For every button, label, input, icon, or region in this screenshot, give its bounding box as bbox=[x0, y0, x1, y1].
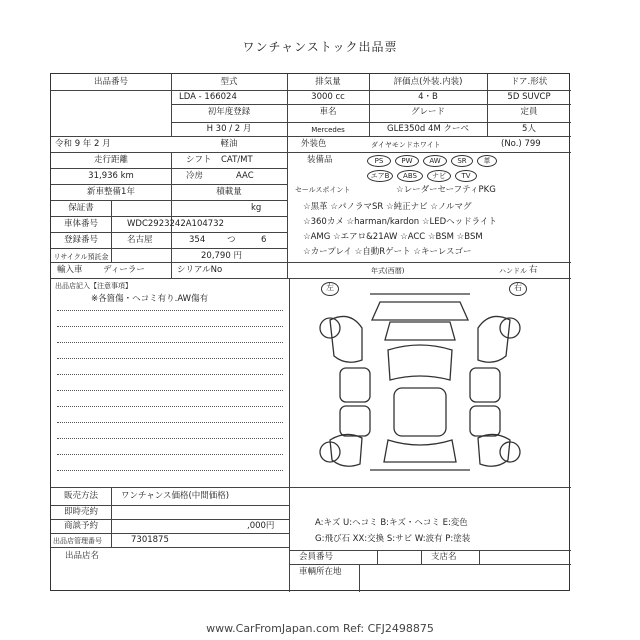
load-unit: kg bbox=[251, 203, 262, 213]
member-no-label: 会員番号 bbox=[299, 552, 334, 562]
grade-label: グレード bbox=[410, 107, 445, 117]
door-shape-value: 5D SUVCP bbox=[507, 92, 551, 102]
car-location-label: 車輌所在地 bbox=[299, 567, 342, 577]
equip-abs: ABS bbox=[397, 170, 423, 182]
sold-reserve-label: 商談予約 bbox=[63, 521, 98, 531]
sales-point-line-2: ☆黒革 ☆パノラマSR ☆純正ナビ ☆ノルマグ bbox=[303, 202, 472, 212]
equip-ps: PS bbox=[367, 155, 391, 167]
car-name-label: 車名 bbox=[319, 107, 337, 117]
warranty-label: 保証書 bbox=[68, 203, 94, 213]
capacity-label: 定員 bbox=[520, 107, 538, 117]
inspection-value: 令和 9 年 2 月 bbox=[55, 139, 111, 149]
plate-kana: つ bbox=[227, 235, 236, 245]
legend-line-2: G:飛び石 XX:交換 S:サビ W:波有 P:塗装 bbox=[315, 534, 471, 544]
car-damage-diagram bbox=[300, 280, 540, 480]
sales-point-line-1: ☆レーダーセーフティPKG bbox=[396, 185, 496, 195]
sale-method-value: ワンチャンス価格(中間価格) bbox=[121, 491, 230, 501]
shift-value: CAT/MT bbox=[221, 155, 253, 165]
store-name-label: 出品店名 bbox=[65, 551, 100, 561]
sales-point-line-3: ☆360カメ ☆harman/kardon ☆LEDヘッドライト bbox=[303, 217, 497, 227]
chassis-value: WDC2923242A104732 bbox=[127, 219, 225, 229]
exterior-color-label: 外装色 bbox=[301, 139, 327, 149]
shift-label: シフト bbox=[186, 155, 212, 165]
plate-number: 6 bbox=[261, 235, 267, 245]
displacement-value: 3000 cc bbox=[311, 92, 345, 102]
grade-score-value: 4・B bbox=[418, 92, 438, 102]
recycle-value: 20,790 円 bbox=[201, 251, 242, 261]
sales-point-line-4: ☆AMG ☆エアロ&21AW ☆ACC ☆BSM ☆BSM bbox=[303, 232, 483, 242]
first-reg-value: H 30 / 2 月 bbox=[206, 124, 252, 134]
equip-navi: ナビ bbox=[427, 170, 451, 182]
equip-sr: SR bbox=[451, 155, 473, 167]
equip-leather: 革 bbox=[477, 155, 497, 167]
first-reg-label: 初年度登録 bbox=[207, 107, 251, 117]
grade-value: GLE350d 4M クーペ bbox=[387, 124, 469, 134]
recycle-label: リサイクル預託金 bbox=[53, 253, 109, 261]
plate-area: 名古屋 bbox=[127, 235, 153, 245]
door-shape-label: ドア.形状 bbox=[510, 77, 548, 87]
sale-method-label: 販売方法 bbox=[63, 491, 98, 501]
color-no-value: (No.) 799 bbox=[501, 139, 541, 149]
serial-label: シリアルNo bbox=[177, 265, 223, 275]
reg-no-value: 7301875 bbox=[131, 535, 169, 545]
right-marker: 右 bbox=[509, 282, 527, 296]
dealer-label: ディーラー bbox=[103, 265, 145, 275]
branch-name-label: 支店名 bbox=[431, 552, 457, 562]
mileage-value: 31,936 km bbox=[88, 171, 134, 181]
equipment-label: 装備品 bbox=[307, 155, 333, 165]
exterior-color-value: ダイヤモンドホワイト bbox=[371, 141, 441, 149]
fuel-value: 軽油 bbox=[220, 139, 238, 149]
model-label: 型式 bbox=[220, 77, 238, 87]
plate-class: 354 bbox=[189, 235, 206, 245]
year-model-label: 年式(西暦) bbox=[371, 267, 405, 275]
handle-value: 右 bbox=[529, 265, 538, 275]
ac-label: 冷房 bbox=[186, 171, 204, 181]
grade-score-label: 評価点(外装.内装) bbox=[393, 77, 463, 87]
model-value: LDA - 166024 bbox=[179, 92, 237, 102]
equip-tv: TV bbox=[455, 170, 477, 182]
displacement-label: 排気量 bbox=[315, 77, 341, 87]
equip-airbag: エアB bbox=[367, 170, 393, 182]
car-name-value: Mercedes bbox=[311, 126, 345, 134]
mileage-label: 走行距離 bbox=[93, 155, 128, 165]
sales-point-label: セールスポイント bbox=[295, 186, 351, 194]
notes-label: 出品店記入【注意事項】 bbox=[55, 282, 132, 290]
import-label: 輸入車 bbox=[57, 265, 83, 275]
capacity-value: 5人 bbox=[522, 124, 536, 134]
load-label: 積載量 bbox=[216, 187, 242, 197]
chassis-label: 車体番号 bbox=[63, 219, 98, 229]
price-unit: ,000円 bbox=[247, 521, 275, 531]
left-marker: 左 bbox=[321, 282, 339, 296]
plate-label: 登録番号 bbox=[63, 235, 98, 245]
equip-pw: PW bbox=[395, 155, 419, 167]
stock-period-label: 新車整備1年 bbox=[87, 187, 135, 197]
sheet-title: ワンチャンストック出品票 bbox=[242, 40, 398, 54]
sales-point-line-5: ☆カープレイ ☆自動Rゲート ☆キーレスゴー bbox=[303, 247, 472, 257]
legend-line-1: A:キズ U:ヘコミ B:キズ・ヘコミ E:変色 bbox=[315, 518, 468, 528]
footer-ref: www.CarFromJapan.com Ref: CFJ2498875 bbox=[206, 622, 434, 635]
handle-label: ハンドル bbox=[499, 267, 527, 275]
ac-value: AAC bbox=[236, 171, 254, 181]
instant-sale-label: 即時売約 bbox=[63, 507, 98, 517]
notes-text: ※各箇傷・ヘコミ有り.AW傷有 bbox=[91, 294, 209, 304]
equip-aw: AW bbox=[423, 155, 447, 167]
reg-no-label: 出品店管理番号 bbox=[53, 537, 102, 545]
lot-no-label: 出品番号 bbox=[93, 77, 128, 87]
